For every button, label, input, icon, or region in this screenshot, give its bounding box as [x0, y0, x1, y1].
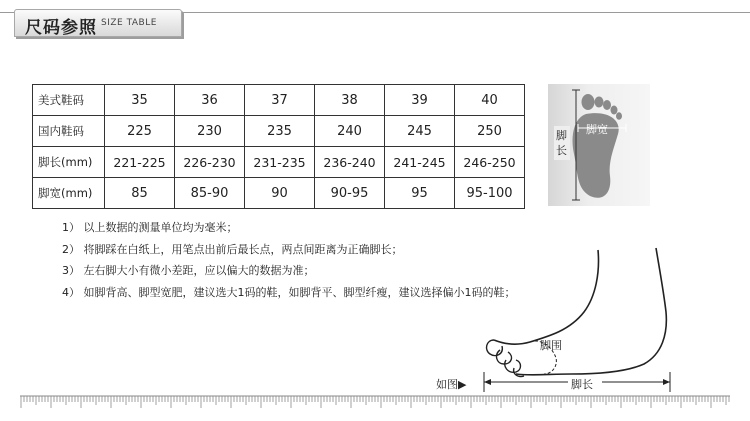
note-item: 3） 左右脚大小有微小差距，应以偏大的数据为准； — [62, 264, 315, 277]
table-cell: 250 — [455, 116, 525, 147]
foot-sole-diagram — [548, 84, 650, 206]
table-cell: 241-245 — [385, 147, 455, 178]
notes-list — [62, 217, 516, 303]
table-cell: 35 — [105, 85, 175, 116]
table-cell: 230 — [175, 116, 245, 147]
table-row — [33, 147, 525, 178]
row-label: 国内鞋码 — [33, 116, 105, 147]
row-label: 美式鞋码 — [33, 85, 105, 116]
table-cell: 85 — [105, 178, 175, 209]
foot-width-label: 脚宽 — [586, 123, 608, 136]
foot-side-icon — [460, 246, 690, 396]
table-cell: 95-100 — [455, 178, 525, 209]
table-cell: 240 — [315, 116, 385, 147]
table-cell: 235 — [245, 116, 315, 147]
as-shown-label: 如图▶ — [436, 378, 467, 391]
table-cell: 40 — [455, 85, 525, 116]
table-cell: 37 — [245, 85, 315, 116]
section-title: 尺码参照 — [25, 18, 97, 38]
table-row — [33, 116, 525, 147]
note-item: 2） 将脚踩在白纸上，用笔点出前后最长点，两点间距离为正确脚长； — [62, 242, 403, 256]
table-cell: 221-225 — [105, 147, 175, 178]
table-cell: 90-95 — [315, 178, 385, 209]
table-cell: 226-230 — [175, 147, 245, 178]
row-label: 脚宽(mm) — [33, 178, 105, 209]
foot-length-side-label: 脚长 — [571, 378, 593, 391]
table-row — [33, 85, 525, 116]
table-cell: 225 — [105, 116, 175, 147]
table-cell: 231-235 — [245, 147, 315, 178]
section-subtitle: SIZE TABLE — [101, 18, 157, 28]
row-label: 脚长(mm) — [33, 147, 105, 178]
section-header — [14, 9, 182, 37]
note-item: 1） 以上数据的测量单位均为毫米； — [62, 221, 238, 234]
foot-girth-label: 脚围 — [540, 339, 562, 352]
table-cell: 245 — [385, 116, 455, 147]
table-row — [33, 178, 525, 209]
table-cell: 246-250 — [455, 147, 525, 178]
foot-length-label: 脚长 — [556, 129, 567, 157]
table-cell: 36 — [175, 85, 245, 116]
table-cell: 90 — [245, 178, 315, 209]
table-cell: 39 — [385, 85, 455, 116]
ruler-graphic — [20, 393, 730, 413]
note-item: 4） 如脚背高、脚型宽肥，建议选大1码的鞋，如脚背平、脚型纤瘦，建议选择偏小1码的鞋； — [62, 285, 516, 299]
table-cell: 236-240 — [315, 147, 385, 178]
table-cell: 85-90 — [175, 178, 245, 209]
size-table — [32, 84, 525, 209]
foot-side-diagram — [460, 246, 690, 400]
table-cell: 95 — [385, 178, 455, 209]
table-cell: 38 — [315, 85, 385, 116]
